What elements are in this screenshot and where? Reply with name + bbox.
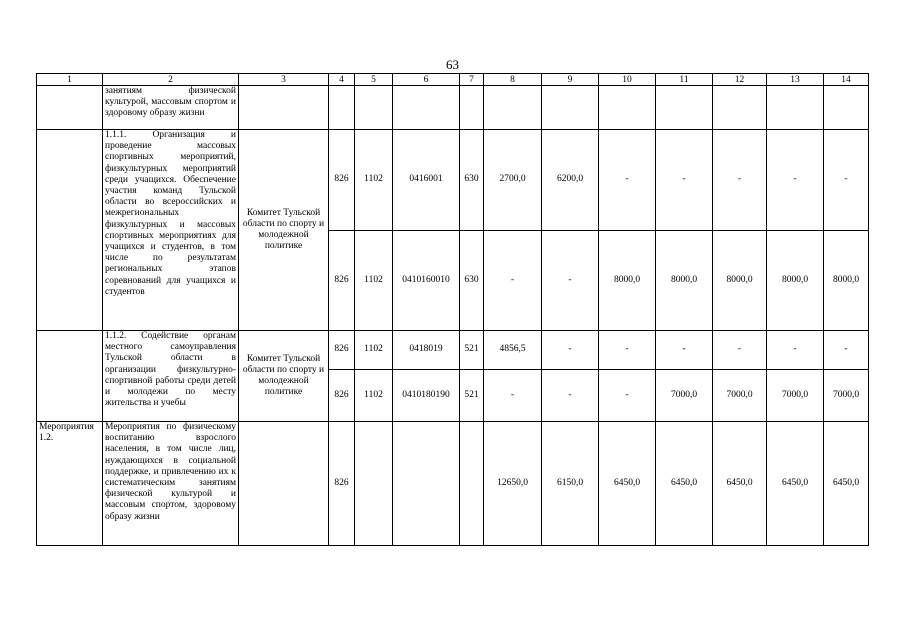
header-cell: 10 — [599, 74, 656, 86]
value-cell: - — [767, 130, 824, 231]
value-cell: - — [484, 231, 542, 331]
value-cell: 8000,0 — [767, 231, 824, 331]
value-cell: 7000,0 — [656, 370, 713, 422]
description-cell: 1.1.2. Содействие органам местного самоуправления Тульской области в организации физкультурно-спортивной работы среди детей и молодежи по месту жительства и учебы — [103, 331, 239, 422]
value-cell — [460, 422, 484, 546]
table-cell — [37, 86, 103, 130]
table-row — [37, 331, 869, 370]
value-cell: - — [656, 331, 713, 370]
value-cell: - — [599, 370, 656, 422]
table-cell — [355, 86, 393, 130]
header-row — [37, 74, 869, 86]
value-cell: 7000,0 — [824, 370, 869, 422]
table-cell — [329, 86, 355, 130]
table-cell — [484, 86, 542, 130]
value-cell: 6450,0 — [824, 422, 869, 546]
value-cell: 8000,0 — [599, 231, 656, 331]
header-cell: 6 — [393, 74, 460, 86]
table-row — [37, 86, 869, 130]
value-cell: 826 — [329, 130, 355, 231]
value-cell: - — [484, 370, 542, 422]
page-number: 63 — [446, 57, 459, 72]
header-cell: 9 — [542, 74, 599, 86]
executor-cell: Комитет Тульской области по спорту и молодежной политике — [239, 331, 329, 422]
executor-cell: Комитет Тульской области по спорту и молодежной политике — [239, 130, 329, 331]
header-cell: 11 — [656, 74, 713, 86]
value-cell: - — [542, 370, 599, 422]
value-cell: - — [542, 331, 599, 370]
value-cell: 521 — [460, 370, 484, 422]
value-cell: 1102 — [355, 331, 393, 370]
table-cell — [37, 331, 103, 422]
header-cell: 3 — [239, 74, 329, 86]
table-cell — [37, 130, 103, 331]
value-cell: 2700,0 — [484, 130, 542, 231]
table-cell — [542, 86, 599, 130]
header-cell: 2 — [103, 74, 239, 86]
table-cell — [460, 86, 484, 130]
table-cell — [656, 86, 713, 130]
value-cell: 0410180190 — [393, 370, 460, 422]
value-cell — [393, 422, 460, 546]
value-cell: 521 — [460, 331, 484, 370]
value-cell: 6450,0 — [767, 422, 824, 546]
value-cell: 826 — [329, 370, 355, 422]
header-cell: 4 — [329, 74, 355, 86]
value-cell: 6450,0 — [599, 422, 656, 546]
table-cell — [239, 86, 329, 130]
table-row — [37, 130, 869, 231]
description-cell: 1.1.1. Организация и проведение массовых спортивных мероприятий, физкультурных мероприятий среди учащихся. Обеспечение участия команд Тульской области во всероссийских и межрегиональных физкультурных и массовых спортивных мероприятиях для учащихся и студентов, в том числе по результатам региональных этапов соревнований для учащихся и студентов — [103, 130, 239, 331]
value-cell: 7000,0 — [713, 370, 767, 422]
table-cell — [393, 86, 460, 130]
table-row — [37, 422, 869, 546]
table-cell — [713, 86, 767, 130]
table-cell — [824, 86, 869, 130]
value-cell — [355, 422, 393, 546]
header-cell: 1 — [37, 74, 103, 86]
value-cell: 6150,0 — [542, 422, 599, 546]
value-cell: - — [656, 130, 713, 231]
description-cell: занятиям физической культурой, массовым спортом и здоровому образу жизни — [103, 86, 239, 130]
value-cell: - — [542, 231, 599, 331]
value-cell: 0410160010 — [393, 231, 460, 331]
value-cell: 1102 — [355, 370, 393, 422]
description-cell: Мероприятия по физическому воспитанию взрослого населения, в том числе лиц, нуждающихся в социальной поддержке, и привлечению их к систематическим занятиям физической культурой и массовым спортом, здоровому образу жизни — [103, 422, 239, 546]
table-cell — [599, 86, 656, 130]
value-cell: 4856,5 — [484, 331, 542, 370]
value-cell: 630 — [460, 130, 484, 231]
header-cell: 13 — [767, 74, 824, 86]
value-cell: 0418019 — [393, 331, 460, 370]
header-cell: 5 — [355, 74, 393, 86]
header-cell: 8 — [484, 74, 542, 86]
value-cell: - — [599, 331, 656, 370]
header-cell: 7 — [460, 74, 484, 86]
value-cell: 1102 — [355, 231, 393, 331]
value-cell: - — [824, 331, 869, 370]
value-cell: - — [767, 331, 824, 370]
value-cell: 6450,0 — [713, 422, 767, 546]
value-cell: 826 — [329, 331, 355, 370]
value-cell: 630 — [460, 231, 484, 331]
value-cell: 8000,0 — [656, 231, 713, 331]
value-cell: 6200,0 — [542, 130, 599, 231]
value-cell: 8000,0 — [824, 231, 869, 331]
header-cell: 14 — [824, 74, 869, 86]
value-cell: 826 — [329, 422, 355, 546]
value-cell: 0416001 — [393, 130, 460, 231]
value-cell: 826 — [329, 231, 355, 331]
executor-cell — [239, 422, 329, 546]
value-cell: - — [713, 331, 767, 370]
table-cell — [767, 86, 824, 130]
value-cell: - — [824, 130, 869, 231]
value-cell: 6450,0 — [656, 422, 713, 546]
measure-label-cell: Мероприятия 1.2. — [37, 422, 103, 546]
value-cell: 12650,0 — [484, 422, 542, 546]
value-cell: 1102 — [355, 130, 393, 231]
value-cell: 7000,0 — [767, 370, 824, 422]
value-cell: - — [599, 130, 656, 231]
value-cell: 8000,0 — [713, 231, 767, 331]
value-cell: - — [713, 130, 767, 231]
program-table — [36, 73, 869, 546]
header-cell: 12 — [713, 74, 767, 86]
